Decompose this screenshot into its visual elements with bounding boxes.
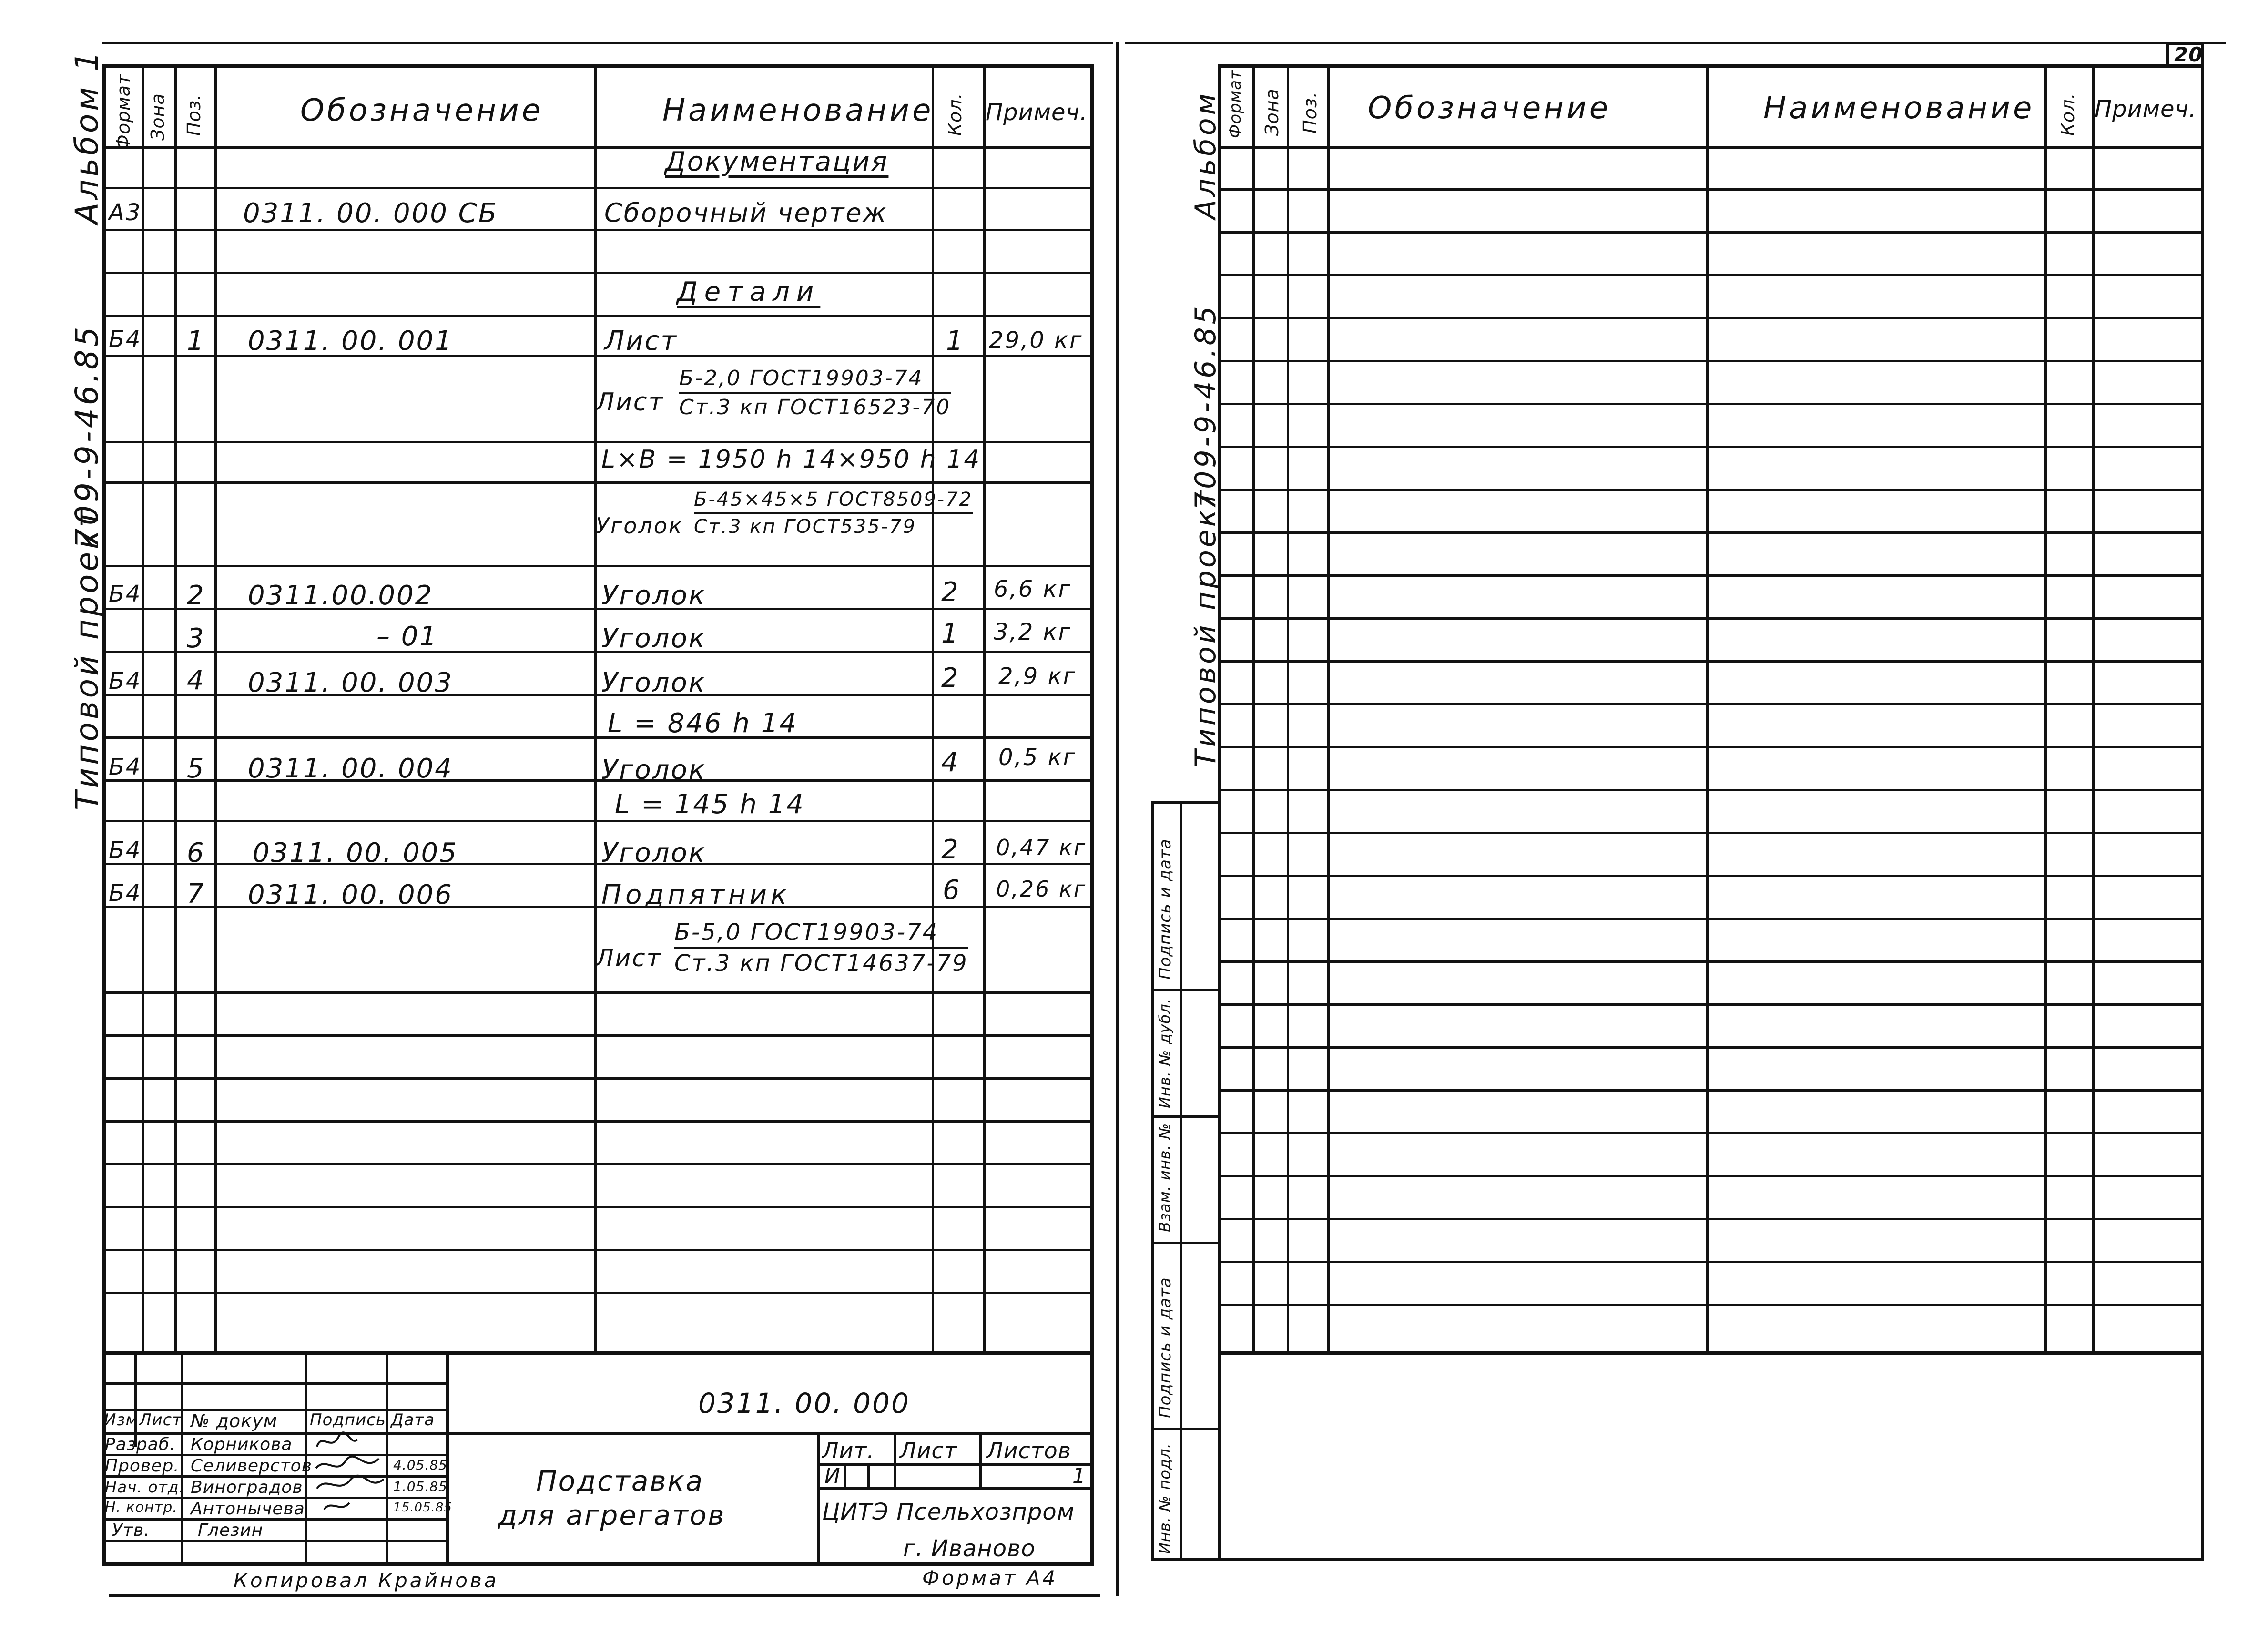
- table-row-line: [1218, 146, 2204, 149]
- table-row-line: [102, 736, 1094, 739]
- section-details: Детали: [677, 276, 821, 307]
- col-list: Лист: [139, 1410, 183, 1430]
- table-row-line: [1218, 574, 2204, 577]
- col-line-designation: [594, 64, 597, 1351]
- table-row-line: [102, 315, 1094, 317]
- material-fraction: [674, 921, 968, 975]
- row-name: Уголок: [601, 755, 706, 786]
- sheets-value: 1: [1072, 1464, 1086, 1488]
- material-grade: Ст.3 кп ГОСТ535-79: [694, 516, 916, 538]
- row-note: 3,2 кг: [994, 619, 1072, 645]
- table-row-line: [1218, 231, 2204, 234]
- col-line-designation: [1706, 64, 1709, 1351]
- row-qty: 4: [941, 747, 960, 778]
- handwritten-signatures: [312, 1428, 393, 1523]
- table-row-line: [102, 991, 1094, 994]
- person-approved: Глезин: [198, 1521, 264, 1540]
- table-row-line: [102, 820, 1094, 822]
- header-designation: Обозначение: [300, 93, 544, 128]
- table-row-line: [1218, 1218, 2204, 1220]
- title-block-lit-line2: [817, 1487, 1094, 1490]
- person-dept-head: Виноградов: [191, 1478, 303, 1497]
- table-row-line: [1218, 918, 2204, 920]
- row-note: 0,26 кг: [996, 876, 1087, 902]
- row-qty: 2: [941, 663, 960, 694]
- material-profile: Б-45×45×5 ГОСТ8509-72: [694, 490, 973, 514]
- person-checker: Селиверстов: [191, 1456, 312, 1476]
- lit-sub2: [867, 1463, 870, 1487]
- header-name: Наименование: [662, 93, 934, 128]
- page-number: 20: [2174, 43, 2203, 66]
- row-name: Подпятник: [601, 879, 791, 910]
- role-developer: Разраб.: [105, 1435, 176, 1454]
- header-zone: Зона: [147, 93, 168, 141]
- title-block-org-divider: [817, 1432, 820, 1566]
- table-row-line: [102, 441, 1094, 443]
- row-designation: 0311. 00. 005: [253, 837, 458, 868]
- stamp-label-sign-date: Подпись и дата: [1156, 1277, 1175, 1418]
- lit-value: И: [824, 1464, 841, 1488]
- table-row-line: [1218, 1175, 2204, 1177]
- header-name: Наименование: [1763, 91, 2035, 126]
- row-format: Б4: [109, 880, 142, 907]
- row-designation: 0311. 00. 001: [248, 326, 453, 357]
- row-name: L = 846 h 14: [608, 708, 798, 739]
- table-row-line: [1218, 832, 2204, 834]
- col-line-zone: [1287, 64, 1289, 1351]
- signature-col-line: [134, 1351, 137, 1447]
- header-pos: Поз.: [183, 93, 204, 136]
- stamp-line: [1151, 989, 1221, 991]
- row-qty: 2: [941, 577, 960, 608]
- row-qty: 2: [941, 834, 960, 865]
- row-name: Сборочный чертеж: [604, 198, 888, 228]
- table-row-line: [1218, 703, 2204, 705]
- table-row-line: [1218, 317, 2204, 319]
- material-fraction: [679, 368, 951, 418]
- table-row-line: [1218, 403, 2204, 405]
- lit-label: Лит.: [822, 1438, 875, 1463]
- date-norm-control: 15.05.85: [393, 1501, 452, 1515]
- col-line-pos: [1327, 64, 1330, 1351]
- table-row-line: [102, 229, 1094, 231]
- table-row-line: [102, 481, 1094, 484]
- right-sheet-frame: [1218, 64, 2204, 1561]
- title-block-top: [102, 1351, 1094, 1355]
- stamp-label-sign-date: Подпись и дата: [1156, 838, 1175, 980]
- stamp-label-repl-inv: Взам. инв. №: [1156, 1123, 1174, 1232]
- row-name: Уголок: [601, 667, 706, 698]
- left-bottom-border: [109, 1594, 1100, 1597]
- row-designation: 0311.00.002: [248, 580, 434, 611]
- col-line-name: [932, 64, 934, 1351]
- role-checker: Провер.: [105, 1456, 180, 1476]
- row-note: 0,47 кг: [996, 835, 1087, 860]
- person-norm-control: Антонычева: [191, 1499, 305, 1519]
- col-line-qty: [983, 64, 986, 1351]
- table-row-line: [102, 1120, 1094, 1123]
- table-row-line: [1218, 188, 2204, 191]
- document-code: 0311. 00. 000: [698, 1387, 910, 1419]
- row-pos: 4: [187, 665, 205, 696]
- format-label: Формат А4: [922, 1566, 1058, 1590]
- table-row-line: [1218, 1132, 2204, 1134]
- sheet-divider: [1116, 42, 1119, 1596]
- date-dept-head: 1.05.85: [393, 1479, 447, 1494]
- project-number-label: 709-9-46.85: [69, 324, 105, 548]
- row-name-prefix: Лист: [596, 388, 664, 417]
- stamp-line: [1151, 1115, 1221, 1118]
- row-designation: 0311. 00. 006: [248, 879, 453, 910]
- row-name: Уголок: [601, 837, 706, 868]
- table-row-line: [1218, 1003, 2204, 1006]
- table-row-line: [102, 651, 1094, 653]
- project-type-label: Типовой проект: [1189, 487, 1222, 767]
- table-row-line: [1218, 660, 2204, 663]
- col-line-zone: [174, 64, 177, 1351]
- table-row-line: [102, 1034, 1094, 1037]
- table-row-line: [1218, 746, 2204, 748]
- person-developer: Корникова: [191, 1435, 293, 1454]
- title-block-lit-line: [817, 1463, 1094, 1466]
- role-dept-head: Нач. отд.: [105, 1478, 185, 1496]
- table-row-line: [1218, 274, 2204, 276]
- material-gauge: Б-5,0 ГОСТ19903-74: [674, 921, 968, 949]
- material-grade: Ст.3 кп ГОСТ14637-79: [674, 950, 968, 977]
- table-row-line: [1218, 489, 2204, 491]
- col-izm: Изм: [104, 1410, 139, 1430]
- right-top-border: [1125, 42, 2226, 44]
- row-designation: – 01: [376, 621, 438, 652]
- row-name: Лист: [604, 326, 678, 357]
- row-note: 29,0 кг: [989, 327, 1083, 354]
- table-row-line: [1218, 789, 2204, 791]
- lit-sub1: [844, 1463, 846, 1487]
- row-note: 6,6 кг: [994, 576, 1072, 602]
- table-row-line: [1218, 446, 2204, 448]
- row-pos: 1: [187, 326, 205, 357]
- header-format: Формат: [1226, 70, 1245, 138]
- header-note: Примеч.: [986, 99, 1088, 126]
- material-gauge: Б-2,0 ГОСТ19903-74: [679, 368, 951, 394]
- row-name-prefix: Уголок: [596, 513, 683, 539]
- right-table-bottom: [1218, 1351, 2204, 1355]
- table-row-line: [1218, 960, 2204, 963]
- row-pos: 3: [187, 623, 205, 654]
- table-row-line: [102, 272, 1094, 274]
- table-row-line: [102, 1163, 1094, 1165]
- row-designation: 0311. 00. 004: [248, 753, 453, 784]
- role-norm-control: Н. контр.: [105, 1499, 178, 1516]
- signature-row-line: [102, 1382, 446, 1385]
- organization-line2: г. Иваново: [903, 1535, 1036, 1562]
- row-format: А3: [109, 199, 142, 226]
- left-top-border: [102, 42, 1113, 44]
- row-name-prefix: Лист: [596, 944, 662, 972]
- col-line-format: [142, 64, 144, 1351]
- row-note: 0,5 кг: [998, 744, 1077, 771]
- stamp-label-orig-inv: Инв. № подл.: [1156, 1443, 1174, 1554]
- date-checker: 4.05.85: [393, 1457, 447, 1473]
- sheet-label: Лист: [900, 1438, 957, 1463]
- row-note: 2,9 кг: [998, 663, 1077, 690]
- project-type-label: Типовой проект: [69, 506, 105, 810]
- row-qty: 6: [943, 875, 961, 906]
- row-name: Уголок: [601, 580, 706, 611]
- row-format: Б4: [109, 754, 142, 780]
- project-number-label: 709-9-46.85: [1189, 303, 1222, 510]
- row-format: Б4: [109, 581, 142, 607]
- header-format: Формат: [113, 73, 134, 150]
- sheets-label: Листов: [987, 1438, 1071, 1463]
- table-row-line: [102, 187, 1094, 189]
- organization-line1: ЦИТЭ Псельхозпром: [822, 1499, 1075, 1525]
- col-line-qty: [2092, 64, 2095, 1351]
- signature-col-line: [181, 1351, 183, 1566]
- signature-row-line: [102, 1540, 446, 1542]
- table-row-line: [1218, 531, 2204, 534]
- table-row-line: [102, 1077, 1094, 1080]
- row-qty: 1: [941, 618, 960, 649]
- table-row-line: [102, 146, 1094, 149]
- header-zone: Зона: [1261, 88, 1282, 136]
- row-qty: 1: [946, 326, 965, 357]
- col-line-pos: [214, 64, 217, 1351]
- table-row-line: [102, 1206, 1094, 1208]
- header-qty: Кол.: [945, 92, 966, 136]
- section-documentation: Документация: [665, 146, 889, 177]
- row-format: Б4: [109, 668, 142, 694]
- stamp-strip-divider: [1180, 801, 1182, 1561]
- row-name: L = 145 h 14: [615, 789, 805, 820]
- table-row-line: [1218, 1046, 2204, 1049]
- title-block-lit-col: [894, 1432, 896, 1487]
- header-qty: Кол.: [2057, 92, 2078, 136]
- row-pos: 5: [187, 753, 205, 784]
- stamp-line: [1151, 1428, 1221, 1430]
- stamp-label-dup-inv: Инв. № дубл.: [1156, 998, 1174, 1108]
- title-line1: Подставка: [536, 1465, 704, 1497]
- copied-by: Копировал Крайнова: [234, 1569, 499, 1592]
- album-label: Альбом: [1189, 91, 1222, 219]
- left-sheet-frame: [102, 64, 1094, 1566]
- table-row-line: [1218, 1089, 2204, 1092]
- table-row-line: [102, 1249, 1094, 1251]
- header-designation: Обозначение: [1368, 91, 1611, 126]
- table-row-line: [1218, 360, 2204, 362]
- header-pos: Поз.: [1300, 91, 1321, 133]
- table-row-line: [102, 565, 1094, 567]
- header-note: Примеч.: [2095, 96, 2197, 123]
- row-name: L×B = 1950 h 14×950 h 14: [601, 445, 981, 474]
- table-row-line: [102, 1292, 1094, 1294]
- row-designation: 0311. 00. 000 СБ: [243, 198, 498, 229]
- album-label: Альбом 1: [69, 48, 105, 224]
- table-row-line: [1218, 875, 2204, 877]
- table-row-line: [1218, 1304, 2204, 1306]
- row-pos: 2: [187, 580, 205, 611]
- col-line-name: [2044, 64, 2047, 1351]
- table-row-line: [1218, 1261, 2204, 1263]
- material-fraction: [694, 490, 973, 536]
- row-pos: 6: [187, 837, 205, 868]
- col-line-format: [1252, 64, 1255, 1351]
- col-date: Дата: [391, 1410, 435, 1430]
- role-approved: Утв.: [112, 1521, 150, 1540]
- material-grade: Ст.3 кп ГОСТ16523-70: [679, 395, 951, 419]
- row-pos: 7: [187, 878, 205, 909]
- row-name: Уголок: [601, 623, 706, 654]
- col-sign: Подпись: [310, 1410, 386, 1430]
- stamp-line: [1151, 1242, 1221, 1244]
- title-block-code-line: [446, 1432, 1094, 1435]
- title-line2: для агрегатов: [498, 1499, 726, 1532]
- row-format: Б4: [109, 837, 142, 864]
- col-doc-no: № докум: [191, 1410, 278, 1431]
- row-designation: 0311. 00. 003: [248, 667, 453, 698]
- table-row-line: [1218, 617, 2204, 620]
- title-block-sheet-col: [979, 1432, 982, 1487]
- row-format: Б4: [109, 326, 142, 353]
